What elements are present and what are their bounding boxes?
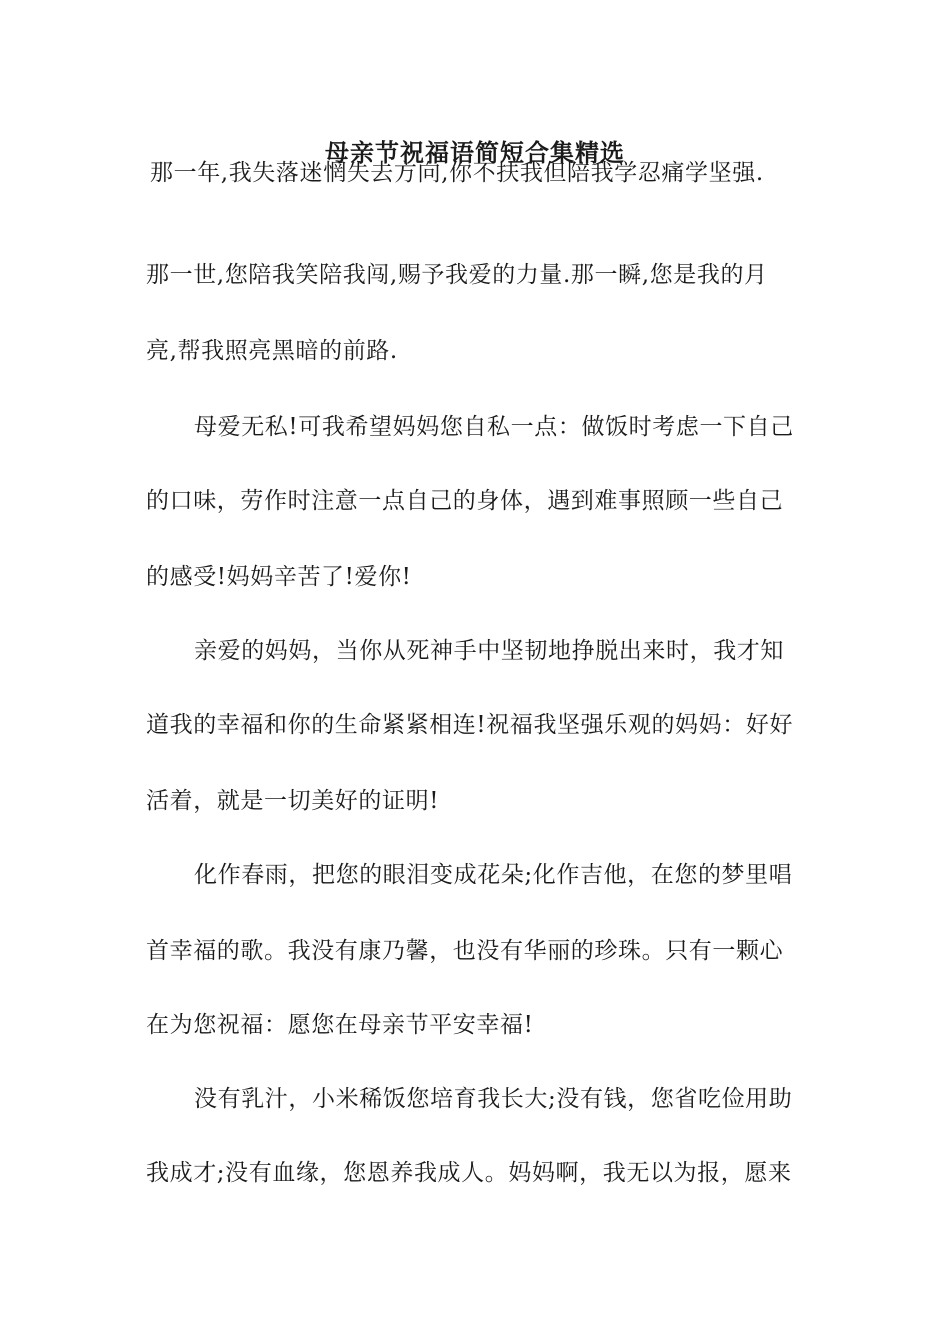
body-line: 母爱无私!可我希望妈妈您自私一点：做饭时考虑一下自己 [194,414,794,440]
body-line: 我成才;没有血缘，您恩养我成人。妈妈啊，我无以为报，愿来 [146,1160,792,1186]
body-line: 的感受!妈妈辛苦了!爱你! [146,564,412,590]
document-title: 母亲节祝福语简短合集精选 [325,138,625,167]
body-line: 活着，就是一切美好的证明! [146,788,440,814]
body-line: 亮,帮我照亮黑暗的前路. [146,338,398,364]
body-line: 那一世,您陪我笑陪我闯,赐予我爱的力量.那一瞬,您是我的月 [146,262,768,288]
body-line: 那一年,我失落迷惘失去方向,你不扶我但陪我学忍痛学坚强. [150,160,764,186]
body-line: 在为您祝福：愿您在母亲节平安幸福! [146,1012,534,1038]
body-line: 首幸福的歌。我没有康乃馨，也没有华丽的珍珠。只有一颗心 [146,938,784,964]
body-line: 亲爱的妈妈，当你从死神手中坚韧地挣脱出来时，我才知 [194,638,784,664]
body-line: 道我的幸福和你的生命紧紧相连!祝福我坚强乐观的妈妈：好好 [146,712,794,738]
body-line: 没有乳汁，小米稀饭您培育我长大;没有钱，您省吃俭用助 [194,1086,793,1112]
body-line: 化作春雨，把您的眼泪变成花朵;化作吉他，在您的梦里唱 [194,862,793,888]
body-line: 的口味，劳作时注意一点自己的身体，遇到难事照顾一些自己 [146,488,784,514]
